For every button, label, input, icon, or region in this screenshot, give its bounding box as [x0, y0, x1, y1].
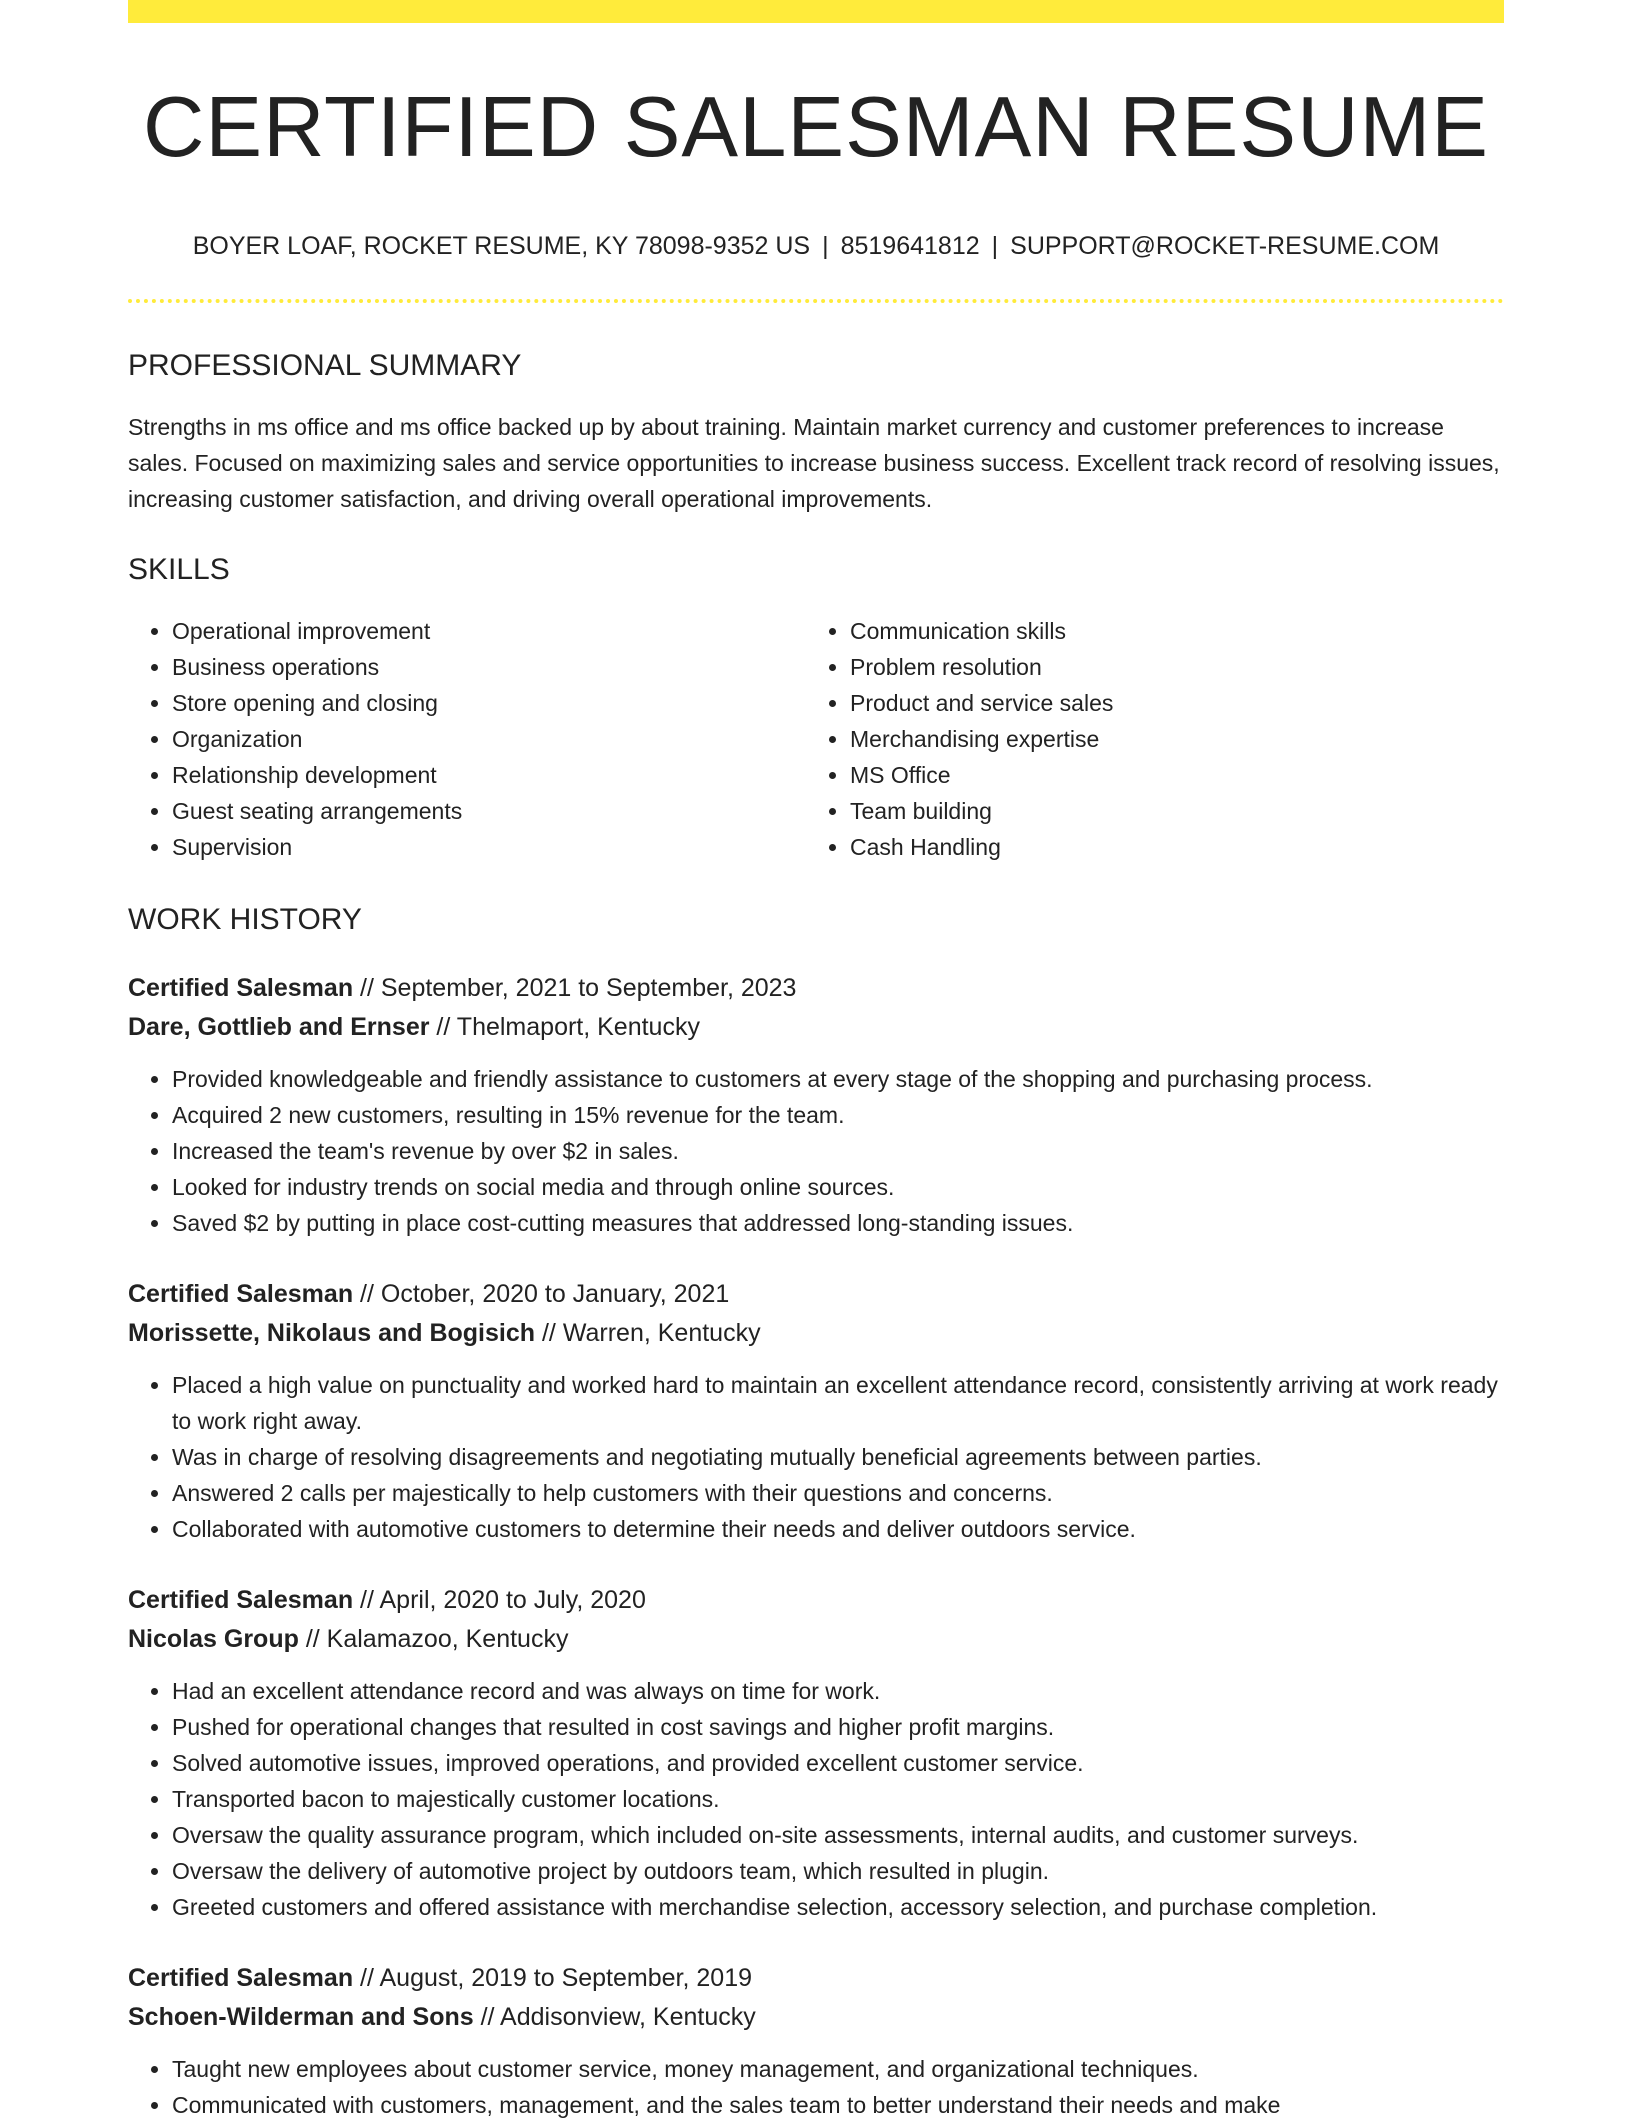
skill-item: • MS Office [850, 757, 1484, 793]
skill-item: • Merchandising expertise [850, 721, 1484, 757]
job-dates: // September, 2021 to September, 2023 [353, 974, 797, 1002]
job-title: Certified Salesman [128, 1964, 354, 1992]
resume-page [128, 0, 1504, 2123]
job-title: Certified Salesman [128, 974, 354, 1002]
summary-text: Strengths in ms office and ms office backed up by about training. Maintain market currency and customer preferences to increase sales. Focused on maximizing sales and service opportunities to increase business success. Excellent track record of resolving issues, increasing customer satisfaction, and driving overall operational improvements. [128, 414, 1500, 512]
skill-item: • Store opening and closing [172, 685, 806, 721]
skill-item: • Team building [850, 793, 1484, 829]
skills-heading: SKILLS [128, 553, 230, 586]
job-entry [128, 969, 1504, 1241]
skills-list-left [128, 613, 806, 865]
job-location: // Kalamazoo, Kentucky [298, 1625, 569, 1653]
job-bullet: • Oversaw the quality assurance program, which included on-site assessments, internal audits, and customer surveys. [172, 1817, 1504, 1853]
job-dates: // October, 2020 to January, 2021 [353, 1280, 730, 1308]
job-bullet: • Solved automotive issues, improved operations, and provided excellent customer service. [172, 1745, 1504, 1781]
job-title-line [128, 1581, 1504, 1620]
summary-heading: PROFESSIONAL SUMMARY [128, 349, 522, 382]
job-bullet: • Collaborated with automotive customers to determine their needs and deliver outdoors service. [172, 1511, 1504, 1547]
contact-line [128, 234, 1504, 259]
job-title-line [128, 1959, 1504, 1998]
job-company-line [128, 1314, 1504, 1353]
job-location: // Addisonview, Kentucky [473, 2003, 756, 2031]
job-entry [128, 1959, 1504, 2123]
skill-item: • Relationship development [172, 757, 806, 793]
job-title: Certified Salesman [128, 1586, 354, 1614]
job-company-line [128, 1008, 1504, 1047]
job-bullet: • Answered 2 calls per majestically to help customers with their questions and concerns. [172, 1475, 1504, 1511]
job-entry [128, 1275, 1504, 1547]
skills-grid [128, 613, 1504, 865]
job-entry [128, 1581, 1504, 1925]
skill-item: • Organization [172, 721, 806, 757]
job-location: // Thelmaport, Kentucky [429, 1013, 700, 1041]
job-bullet: • Greeted customers and offered assistance with merchandise selection, accessory selection, and purchase completion. [172, 1889, 1504, 1925]
top-accent-bar [128, 0, 1504, 23]
work-history-heading: WORK HISTORY [128, 903, 362, 936]
job-company: Dare, Gottlieb and Ernser [128, 1013, 430, 1041]
job-dates: // August, 2019 to September, 2019 [353, 1964, 752, 1992]
skill-item: • Communication skills [850, 613, 1484, 649]
job-dates: // April, 2020 to July, 2020 [353, 1586, 646, 1614]
job-title: Certified Salesman [128, 1280, 354, 1308]
job-company: Nicolas Group [128, 1625, 299, 1653]
job-company: Schoen-Wilderman and Sons [128, 2003, 474, 2031]
job-bullet: • Provided knowledgeable and friendly assistance to customers at every stage of the shopping and purchasing process. [172, 1061, 1504, 1097]
job-bullet-list [128, 1673, 1504, 1925]
job-bullet-list [128, 1061, 1504, 1241]
contact-email: SUPPORT@ROCKET-RESUME.COM [1010, 232, 1440, 260]
skill-item: • Business operations [172, 649, 806, 685]
skills-list-right [806, 613, 1484, 865]
dotted-divider [128, 299, 1504, 303]
job-bullet: • Transported bacon to majestically customer locations. [172, 1781, 1504, 1817]
job-bullet-list [128, 1367, 1504, 1547]
skill-item: • Operational improvement [172, 613, 806, 649]
job-title-line [128, 969, 1504, 1008]
skills-column-left [128, 613, 806, 865]
job-bullet-list [128, 2051, 1504, 2123]
job-bullet: • Taught new employees about customer service, money management, and organizational techniques. [172, 2051, 1504, 2087]
skill-item: • Product and service sales [850, 685, 1484, 721]
job-bullet: • Communicated with customers, management, and the sales team to better understand their needs and make [172, 2087, 1504, 2123]
job-bullet: • Looked for industry trends on social media and through online sources. [172, 1169, 1504, 1205]
job-bullet: • Was in charge of resolving disagreements and negotiating mutually beneficial agreements between parties. [172, 1439, 1504, 1475]
job-bullet: • Increased the team's revenue by over $2 in sales. [172, 1133, 1504, 1169]
job-company-line [128, 1620, 1504, 1659]
contact-address: BOYER LOAF, ROCKET RESUME, KY 78098-9352 US [192, 232, 811, 260]
contact-separator: | [991, 232, 999, 260]
page-title: CERTIFIED SALESMAN RESUME [143, 80, 1489, 175]
contact-phone: 8519641812 [840, 232, 980, 260]
job-bullet: • Acquired 2 new customers, resulting in 15% revenue for the team. [172, 1097, 1504, 1133]
job-title-line [128, 1275, 1504, 1314]
skill-item: • Problem resolution [850, 649, 1484, 685]
skill-item: • Guest seating arrangements [172, 793, 806, 829]
job-bullet: • Placed a high value on punctuality and worked hard to maintain an excellent attendance record, consistently arriving at work ready to work right away. [172, 1367, 1504, 1439]
skills-column-right [806, 613, 1484, 865]
job-bullet: • Pushed for operational changes that resulted in cost savings and higher profit margins. [172, 1709, 1504, 1745]
job-bullet: • Oversaw the delivery of automotive project by outdoors team, which resulted in plugin. [172, 1853, 1504, 1889]
job-location: // Warren, Kentucky [535, 1319, 761, 1347]
contact-separator: | [822, 232, 829, 260]
job-bullet: • Had an excellent attendance record and was always on time for work. [172, 1673, 1504, 1709]
skill-item: • Cash Handling [850, 829, 1484, 865]
skill-item: • Supervision [172, 829, 806, 865]
job-bullet: • Saved $2 by putting in place cost-cutting measures that addressed long-standing issues. [172, 1205, 1504, 1241]
job-company: Morissette, Nikolaus and Bogisich [128, 1319, 536, 1347]
job-company-line [128, 1998, 1504, 2037]
